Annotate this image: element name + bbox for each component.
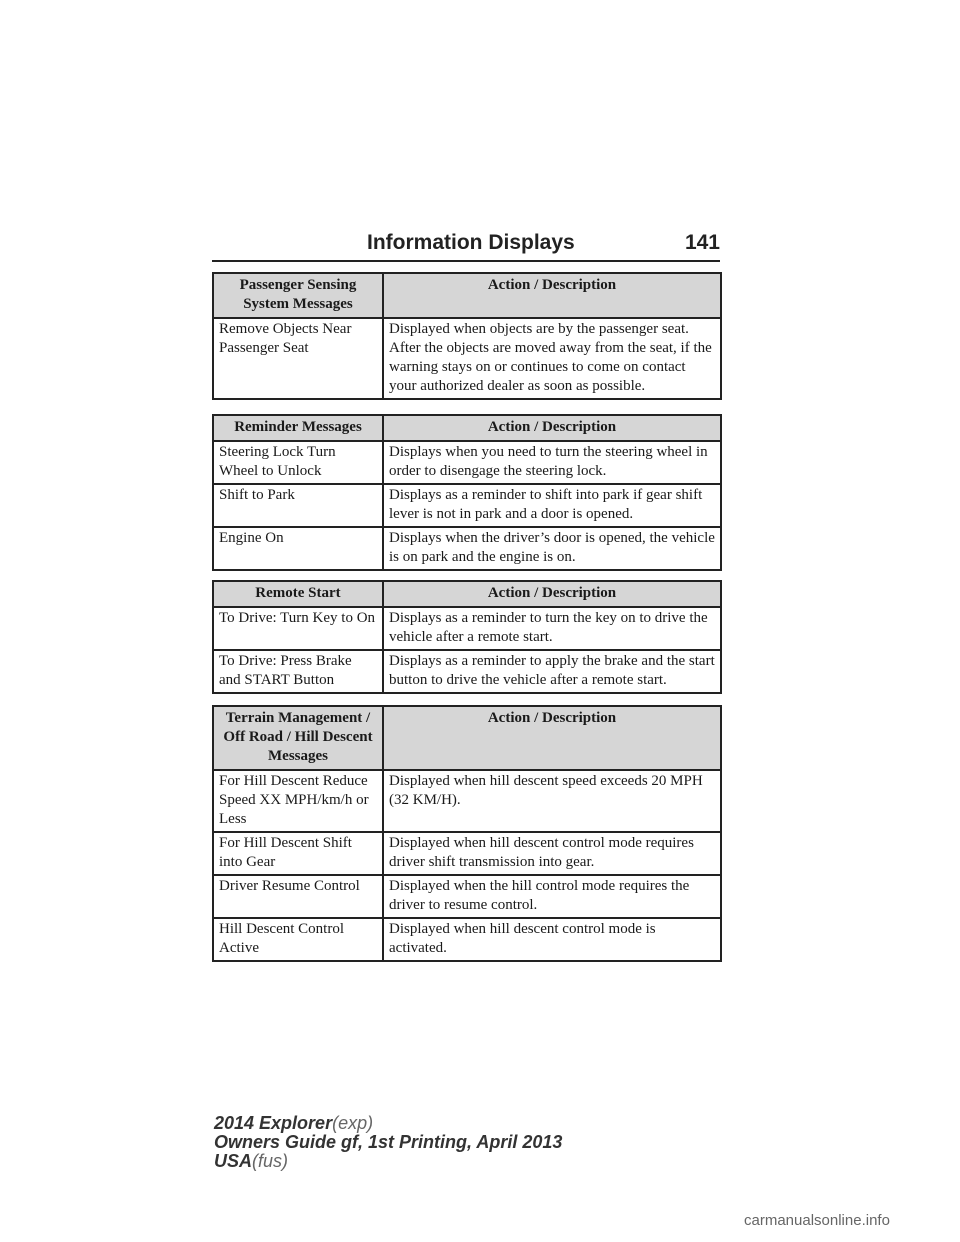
column-header: Remote Start: [213, 581, 383, 607]
message-cell: For Hill Descent Shift into Gear: [213, 832, 383, 875]
description-cell: Displays when the driver’s door is opened, the vehicle is on park and the engine is on.: [383, 527, 721, 570]
message-cell: Shift to Park: [213, 484, 383, 527]
table-row: [213, 527, 721, 570]
message-cell: To Drive: Turn Key to On: [213, 607, 383, 650]
message-cell: Steering Lock Turn Wheel to Unlock: [213, 441, 383, 484]
description-cell: Displayed when objects are by the passenger seat. After the objects are moved away from the seat, if the warning stays on or continues to come on contact your authorized dealer as soon as possible.: [383, 318, 721, 399]
column-header: Terrain Management / Off Road / Hill Descent Messages: [213, 706, 383, 770]
footer-model-code: (exp): [332, 1113, 374, 1133]
footer-printing: Owners Guide gf, 1st Printing, April 2013: [214, 1132, 563, 1152]
table-row: [213, 607, 721, 650]
table-row: [213, 770, 721, 832]
footer-market-code: (fus): [252, 1151, 289, 1171]
page-number: 141: [684, 231, 720, 254]
table-header-row: [213, 273, 721, 318]
message-cell: For Hill Descent Reduce Speed XX MPH/km/h or Less: [213, 770, 383, 832]
footer-line-printing: [214, 1133, 562, 1152]
table-row: [213, 650, 721, 693]
remote-start-table: [212, 580, 722, 694]
description-cell: Displayed when the hill control mode requires the driver to resume control.: [383, 875, 721, 918]
message-cell: Hill Descent Control Active: [213, 918, 383, 961]
watermark-text: carmanualsonline.info: [744, 1212, 890, 1229]
message-cell: Remove Objects Near Passenger Seat: [213, 318, 383, 399]
message-cell: Driver Resume Control: [213, 875, 383, 918]
table-row: [213, 832, 721, 875]
reminder-messages-table: [212, 414, 722, 571]
table-row: [213, 875, 721, 918]
print-footer: [214, 1114, 562, 1171]
column-header: Action / Description: [383, 273, 721, 318]
column-header: Passenger Sensing System Messages: [213, 273, 383, 318]
page-header: [212, 228, 720, 262]
column-header: Action / Description: [383, 706, 721, 770]
description-cell: Displayed when hill descent speed exceeds 20 MPH (32 KM/H).: [383, 770, 721, 832]
footer-line-model: [214, 1114, 562, 1133]
table-row: [213, 318, 721, 399]
description-cell: Displays as a reminder to shift into park if gear shift lever is not in park and a door is opened.: [383, 484, 721, 527]
footer-line-market: [214, 1152, 562, 1171]
description-cell: Displays as a reminder to turn the key on to drive the vehicle after a remote start.: [383, 607, 721, 650]
description-cell: Displays as a reminder to apply the brake and the start button to drive the vehicle after a remote start.: [383, 650, 721, 693]
description-cell: Displays when you need to turn the steering wheel in order to disengage the steering lock.: [383, 441, 721, 484]
table-header-row: [213, 706, 721, 770]
column-header: Reminder Messages: [213, 415, 383, 441]
section-title: Information Displays: [367, 231, 575, 254]
table-row: [213, 441, 721, 484]
footer-market: USA: [214, 1151, 253, 1171]
column-header: Action / Description: [383, 581, 721, 607]
table-header-row: [213, 581, 721, 607]
description-cell: Displayed when hill descent control mode requires driver shift transmission into gear.: [383, 832, 721, 875]
passenger-sensing-table: [212, 272, 722, 400]
table-header-row: [213, 415, 721, 441]
table-row: [213, 918, 721, 961]
column-header: Action / Description: [383, 415, 721, 441]
message-cell: Engine On: [213, 527, 383, 570]
message-cell: To Drive: Press Brake and START Button: [213, 650, 383, 693]
description-cell: Displayed when hill descent control mode is activated.: [383, 918, 721, 961]
footer-model: 2014 Explorer: [214, 1113, 333, 1133]
terrain-management-table: [212, 705, 722, 962]
table-row: [213, 484, 721, 527]
